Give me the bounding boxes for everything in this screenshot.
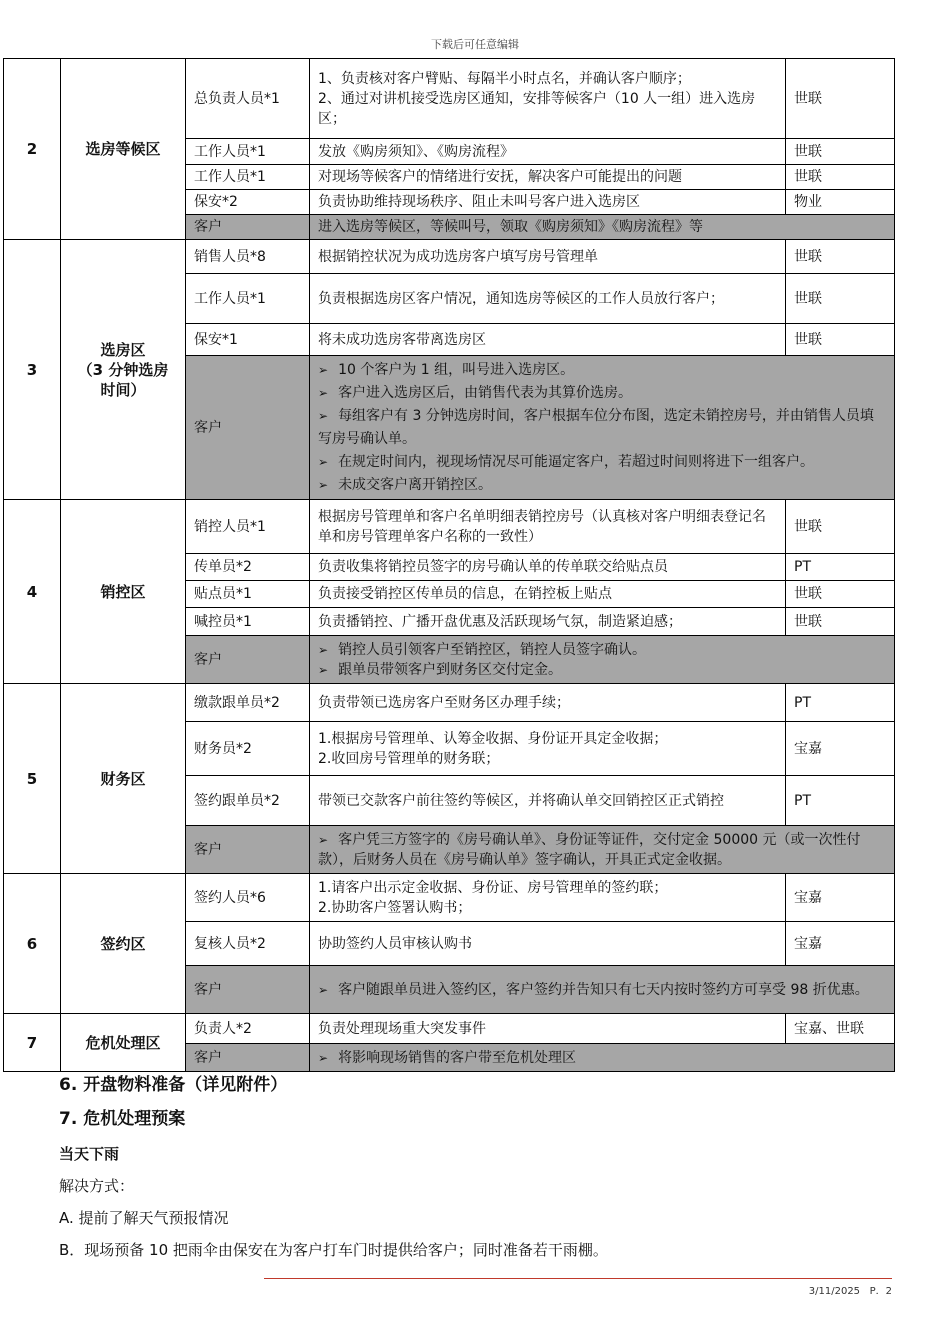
area-name: 签约区 — [61, 874, 186, 1014]
duty-line: 1、负责核对客户臂贴、每隔半小时点名，并确认客户顺序； — [318, 70, 691, 87]
org-cell: 世联 — [786, 274, 895, 324]
bullet-item: ➢ 客户凭三方签字的《房号确认单》、身份证等证件，交付定金 50000 元（或一次性付款），后财务人员在《房号确认单》签字确认，开具正式定金收据。 — [318, 830, 886, 870]
bullet-item: ➢ 未成交客户离开销控区。 — [318, 474, 886, 497]
org-cell: 世联 — [786, 581, 895, 608]
org-cell: 世联 — [786, 59, 895, 139]
org-cell: 世联 — [786, 139, 895, 165]
area-name: 危机处理区 — [61, 1014, 186, 1072]
bullet-item: ➢ 跟单员带领客户到财务区交付定金。 — [318, 660, 886, 680]
footer-date: 3/11/2025 — [808, 1286, 861, 1297]
duty-line: 2.协助客户签署认购书； — [318, 899, 472, 916]
role-cell: 保安*2 — [186, 190, 310, 215]
role-cell: 工作人员*1 — [186, 139, 310, 165]
row-number: 5 — [4, 684, 61, 874]
duty-cell: 进入选房等候区，等候叫号，领取《购房须知》《购房流程》等 — [310, 215, 895, 240]
duty-cell — [310, 966, 895, 1014]
duty-line: 2、通过对讲机接受选房区通知，安排等候客户（10 人一组）进入选房区； — [318, 90, 756, 127]
role-cell: 客户 — [186, 356, 310, 500]
bullet-item: ➢ 客户随跟单员进入签约区，客户签约并告知只有七天内按时签约方可享受 98 折优惠。 — [318, 980, 886, 1000]
area-name: 选房等候区 — [61, 59, 186, 240]
duty-cell: 负责带领已选房客户至财务区办理手续； — [310, 684, 786, 722]
solution-item-a: A. 提前了解天气预报情况 — [59, 1209, 229, 1227]
page-footer — [809, 1282, 892, 1297]
duty-cell — [310, 874, 786, 922]
org-cell: 世联 — [786, 608, 895, 636]
bullet-item: ➢ 销控人员引领客户至销控区，销控人员签字确认。 — [318, 640, 886, 660]
solution-label: 解决方式： — [59, 1177, 135, 1195]
org-cell: 物业 — [786, 190, 895, 215]
role-cell: 总负责人员*1 — [186, 59, 310, 139]
duty-cell — [310, 826, 895, 874]
section-heading-crisis: 7. 危机处理预案 — [59, 1109, 186, 1129]
duty-cell: 根据销控状况为成功选房客户填写房号管理单 — [310, 240, 786, 274]
duty-cell: 负责接受销控区传单员的信息，在销控板上贴点 — [310, 581, 786, 608]
org-cell: 宝嘉、世联 — [786, 1014, 895, 1044]
table-row — [4, 59, 895, 139]
process-table — [3, 58, 895, 1072]
area-name — [61, 240, 186, 500]
duty-cell: 根据房号管理单和客户名单明细表销控房号（认真核对客户明细表登记名单和房号管理单客户名称的一致性） — [310, 500, 786, 554]
org-cell: PT — [786, 554, 895, 581]
org-cell: 世联 — [786, 500, 895, 554]
duty-cell: 负责收集将销控员签字的房号确认单的传单联交给贴点员 — [310, 554, 786, 581]
row-number: 2 — [4, 59, 61, 240]
role-cell: 销控人员*1 — [186, 500, 310, 554]
row-number: 4 — [4, 500, 61, 684]
role-cell: 客户 — [186, 636, 310, 684]
table-row — [4, 684, 895, 722]
org-cell: 世联 — [786, 324, 895, 356]
role-cell: 负责人*2 — [186, 1014, 310, 1044]
duty-line: 1.根据房号管理单、认筹金收据、身份证开具定金收据； — [318, 730, 668, 747]
bullet-item: ➢ 每组客户有 3 分钟选房时间，客户根据车位分布图，选定未销控房号，并由销售人员填写房号确认单。 — [318, 405, 886, 451]
area-name: 财务区 — [61, 684, 186, 874]
duty-cell: 负责协助维持现场秩序、阻止未叫号客户进入选房区 — [310, 190, 786, 215]
role-cell: 客户 — [186, 215, 310, 240]
role-cell: 传单员*2 — [186, 554, 310, 581]
role-cell: 保安*1 — [186, 324, 310, 356]
bullet-item: ➢ 在规定时间内，视现场情况尽可能逼定客户，若超过时间则将进下一组客户。 — [318, 451, 886, 474]
org-cell: PT — [786, 684, 895, 722]
org-cell: PT — [786, 776, 895, 826]
duty-line: 2.收回房号管理单的财务联； — [318, 750, 500, 767]
role-cell: 工作人员*1 — [186, 165, 310, 190]
org-cell: 世联 — [786, 240, 895, 274]
role-cell: 缴款跟单员*2 — [186, 684, 310, 722]
area-line: （3 分钟选房 — [77, 360, 169, 379]
org-cell: 宝嘉 — [786, 722, 895, 776]
row-number: 7 — [4, 1014, 61, 1072]
area-line: 时间） — [100, 380, 146, 399]
area-name: 销控区 — [61, 500, 186, 684]
bullet-item: ➢ 10 个客户为 1 组，叫号进入选房区。 — [318, 359, 886, 382]
bullet-item: ➢ 客户进入选房区后，由销售代表为其算价选房。 — [318, 382, 886, 405]
duty-cell: 将未成功选房客带离选房区 — [310, 324, 786, 356]
role-cell: 签约人员*6 — [186, 874, 310, 922]
table-row — [4, 500, 895, 554]
bullet-item: ➢ 将影响现场销售的客户带至危机处理区 — [318, 1048, 886, 1068]
org-cell: 宝嘉 — [786, 874, 895, 922]
duty-cell: 带领已交款客户前往签约等候区，并将确认单交回销控区正式销控 — [310, 776, 786, 826]
role-cell: 工作人员*1 — [186, 274, 310, 324]
sub-heading-rain: 当天下雨 — [59, 1145, 120, 1163]
role-cell: 财务员*2 — [186, 722, 310, 776]
duty-cell — [310, 356, 895, 500]
org-cell: 宝嘉 — [786, 922, 895, 966]
row-number: 6 — [4, 874, 61, 1014]
table-row — [4, 874, 895, 922]
duty-cell — [310, 722, 786, 776]
page-number: P．2 — [869, 1286, 892, 1297]
footer-rule — [264, 1278, 892, 1279]
role-cell: 客户 — [186, 966, 310, 1014]
duty-line: 1.请客户出示定金收据、身份证、房号管理单的签约联； — [318, 879, 668, 896]
duty-cell — [310, 59, 786, 139]
duty-cell — [310, 636, 895, 684]
section-heading-materials: 6. 开盘物料准备（详见附件） — [59, 1075, 288, 1095]
role-cell: 客户 — [186, 826, 310, 874]
duty-cell: 负责处理现场重大突发事件 — [310, 1014, 786, 1044]
role-cell: 喊控员*1 — [186, 608, 310, 636]
duty-cell: 协助签约人员审核认购书 — [310, 922, 786, 966]
duty-cell: 发放《购房须知》、《购房流程》 — [310, 139, 786, 165]
role-cell: 签约跟单员*2 — [186, 776, 310, 826]
role-cell: 复核人员*2 — [186, 922, 310, 966]
row-number: 3 — [4, 240, 61, 500]
area-line: 选房区 — [100, 340, 146, 359]
table-row — [4, 240, 895, 274]
duty-cell: 负责播销控、广播开盘优惠及活跃现场气氛，制造紧迫感； — [310, 608, 786, 636]
duty-cell: 对现场等候客户的情绪进行安抚，解决客户可能提出的问题 — [310, 165, 786, 190]
table-row — [4, 1014, 895, 1044]
duty-cell: 负责根据选房区客户情况，通知选房等候区的工作人员放行客户； — [310, 274, 786, 324]
role-cell: 贴点员*1 — [186, 581, 310, 608]
org-cell: 世联 — [786, 165, 895, 190]
page-header: 下载后可任意编辑 — [431, 38, 519, 51]
role-cell: 客户 — [186, 1044, 310, 1072]
duty-cell — [310, 1044, 895, 1072]
role-cell: 销售人员*8 — [186, 240, 310, 274]
solution-item-b: B．现场预备 10 把雨伞由保安在为客户打车门时提供给客户；同时准备若干雨棚。 — [59, 1241, 608, 1259]
